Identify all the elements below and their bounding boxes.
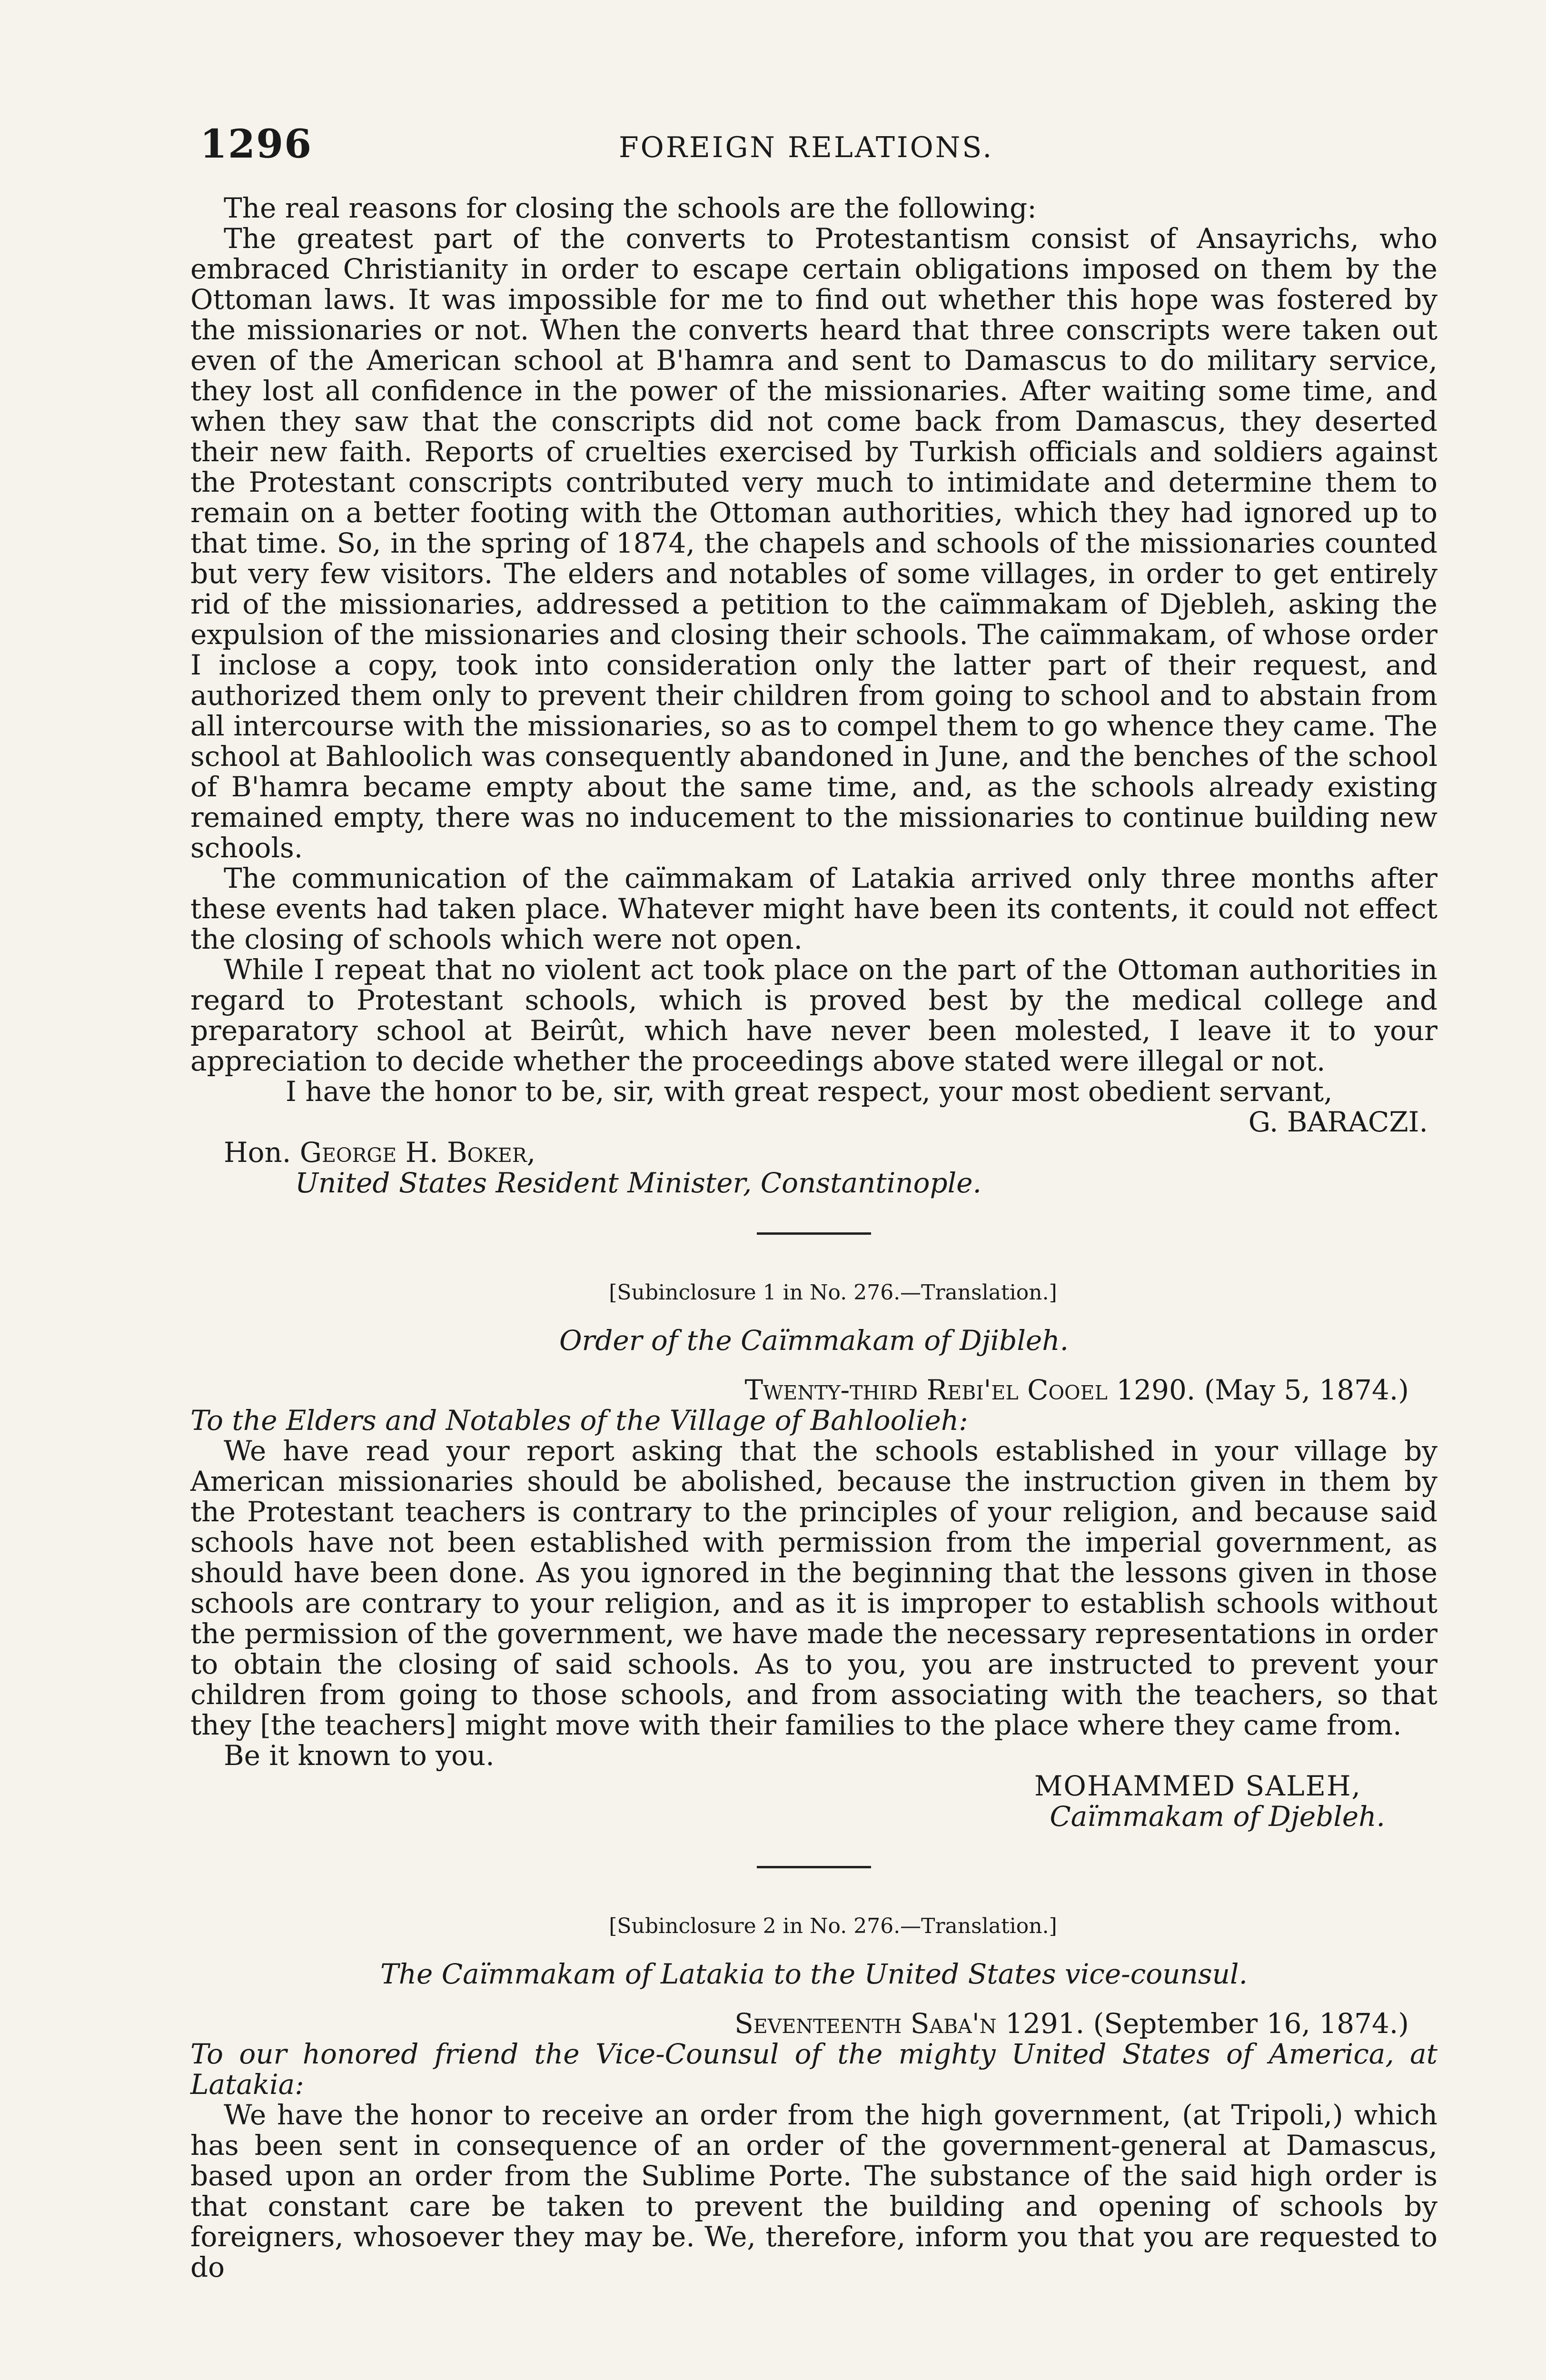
section-divider: [757, 1866, 871, 1868]
subinclosure-1-title: Order of the Caïmmakam of Djibleh.: [559, 1324, 1069, 1357]
section-divider: [757, 1232, 871, 1235]
subinclosure-2-salutation: To our honored friend the Vice-Counsul of the mighty United States of America, at Latakia:: [190, 2038, 1437, 2101]
letter-addressee: [224, 1137, 1437, 1168]
running-head: FOREIGN RELATIONS.: [619, 131, 994, 164]
addressee-prefix: Hon.: [224, 1136, 291, 1169]
subinclosure-1-closing: Be it known to you.: [224, 1739, 495, 1772]
letter-paragraph-3: The communication of the caïmmakam of Latakia arrived only three months after these events had taken place. Whatever might have been its contents, it could not effect the closing of schools which were not open.: [190, 862, 1437, 955]
page-number: 1296: [200, 121, 313, 167]
date-gregorian: (May 5, 1874.): [1204, 1374, 1409, 1406]
date-native: Seventeenth Saba'n 1291.: [734, 2007, 1085, 2040]
subinclosure-1-date: [190, 1375, 1409, 1405]
subinclosure-1-salutation: To the Elders and Notables of the Village of Bahloolieh:: [190, 1404, 968, 1437]
subinclosure-2-heading: [Subinclosure 2 in No. 276.—Translation.]: [609, 1914, 1057, 1938]
subinclosure-2-date: [190, 2008, 1409, 2039]
subinclosure-1-signature-name: MOHAMMED SALEH,: [1034, 1770, 1361, 1802]
letter-paragraph-1: The real reasons for closing the schools are the following:: [224, 192, 1037, 224]
addressee-title: United States Resident Minister, Constantinople.: [295, 1167, 981, 1199]
page-header: [200, 121, 1414, 174]
letter-closing: I have the honor to be, sir, with great respect, your most obedient servant,: [286, 1075, 1333, 1108]
subinclosure-2-body: We have the honor to receive an order from the high government, (at Tripoli,) which has been sent in consequence of an order of the government-general at Damascus, based upon an order from the Sublime Porte. The substance of the said high order is that constant care be taken to prevent the building and opening of schools by foreigners, whosoever they may be. We, therefore, inform you that you are requested to do: [190, 2099, 1437, 2283]
subinclosure-1-heading: [Subinclosure 1 in No. 276.—Translation.]: [609, 1280, 1057, 1305]
letter-paragraph-2: The greatest part of the converts to Protestantism consist of Ansayrichs, who embraced Christianity in order to escape certain obligations imposed on them by the Ottoman laws. It was impossible for me to find out whether this hope was fostered by the missionaries or not. When the converts heard that three conscripts were taken out even of the American school at B'hamra and sent to Damascus to do military service, they lost all confidence in the power of the missionaries. After waiting some time, and when they saw that the conscripts did not come back from Damascus, they deserted their new faith. Reports of cruelties exercised by Turkish officials and soldiers against the Protestant conscripts contributed very much to intimidate and determine them to remain on a better footing with the Ottoman authorities, which they had ignored up to that time. So, in the spring of 1874, the chapels and schools of the missionaries counted but very few visitors. The elders and notables of some villages, in order to get entirely rid of the missionaries, addressed a petition to the caïmmakam of Djebleh, asking the expulsion of the missionaries and closing their schools. The caïmmakam, of whose order I inclose a copy, took into consideration only the latter part of their request, and authorized them only to prevent their children from going to school and to abstain from all intercourse with the missionaries, so as to compel them to go whence they came. The school at Bahloolich was consequently abandoned in June, and the benches of the school of B'hamra became empty about the same time, and, as the schools already existing remained empty, there was no inducement to the missionaries to continue building new schools.: [190, 222, 1437, 864]
letter-paragraph-4: While I repeat that no violent act took place on the part of the Ottoman authorities in regard to Protestant schools, which is proved best by the medical college and preparatory school at Beirût, which have never been molested, I leave it to your appreciation to decide whether the proceedings above stated were illegal or not.: [190, 953, 1437, 1077]
subinclosure-1-signature-title: Caïmmakam of Djebleh.: [1050, 1800, 1385, 1833]
date-native: Twenty-third Rebi'el Cooel 1290.: [744, 1374, 1196, 1406]
addressee-name: George H. Boker,: [299, 1136, 536, 1169]
subinclosure-2-title: The Caïmmakam of Latakia to the United States vice-counsul.: [380, 1958, 1248, 1990]
date-gregorian: (September 16, 1874.): [1093, 2007, 1409, 2040]
subinclosure-1-body: We have read your report asking that the schools established in your village by American missionaries should be abolished, because the instruction given in them by the Protestant teachers is contrary to the principles of your religion, and because said schools have not been established with permission from the imperial government, as should have been done. As you ignored in the beginning that the lessons given in those schools are contrary to your religion, and as it is improper to establish schools without the permission of the government, we have made the necessary representations in order to obtain the closing of said schools. As to you, you are instructed to prevent your children from going to those schools, and from associating with the teachers, so that they [the teachers] might move with their families to the place where they came from.: [190, 1435, 1437, 1741]
letter-signature: G. BARACZI.: [1248, 1106, 1428, 1138]
page-body: [190, 193, 1437, 2282]
